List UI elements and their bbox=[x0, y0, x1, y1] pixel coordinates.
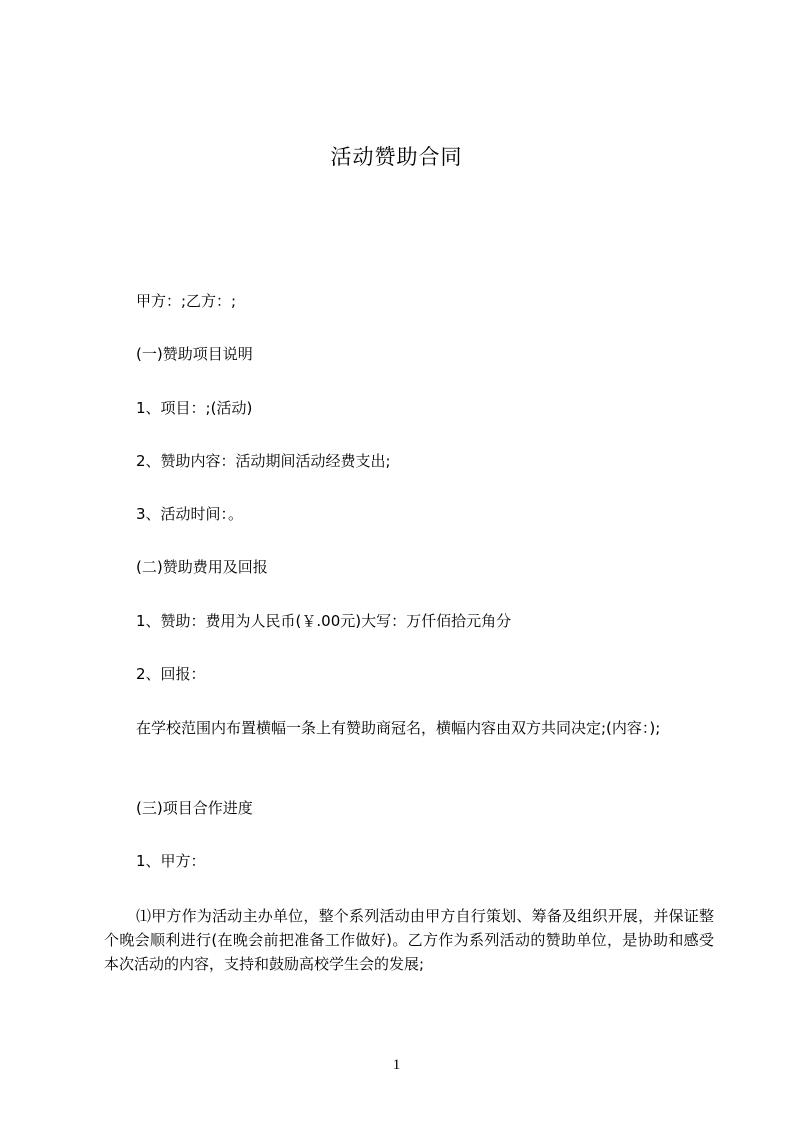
document-title: 活动赞助合同 bbox=[330, 145, 463, 169]
party-a-responsibility-paragraph: ⑴甲方作为活动主办单位，整个系列活动由甲方自行策划、筹备及组织开展，并保证整个晚会顺利进行(在晚会前把准备工作做好)。乙方作为系列活动的赞助单位，是协助和感受本次活动的内容，支持和鼓励高校学生会的发展; bbox=[104, 907, 714, 973]
banner-paragraph: 在学校范围内布置横幅一条上有赞助商冠名，横幅内容由双方共同决定;(内容：); bbox=[136, 719, 661, 737]
activity-time-item: 3、活动时间：。 bbox=[136, 505, 244, 523]
parties-line: 甲方：;乙方：; bbox=[136, 292, 237, 310]
returns-item: 2、回报： bbox=[136, 665, 206, 683]
page-number: 1 bbox=[392, 1057, 401, 1073]
party-a-item: 1、甲方： bbox=[136, 852, 206, 870]
sponsorship-content-item: 2、赞助内容：活动期间活动经费支出; bbox=[136, 452, 391, 470]
section-heading-fees-and-returns: (二)赞助费用及回报 bbox=[136, 558, 268, 576]
section-heading-sponsorship-description: (一)赞助项目说明 bbox=[136, 345, 253, 363]
project-item: 1、项目：;(活动) bbox=[136, 399, 253, 417]
sponsorship-fee-item: 1、赞助：费用为人民币(￥.00元)大写：万仟佰拾元角分 bbox=[136, 612, 512, 630]
section-heading-cooperation-progress: (三)项目合作进度 bbox=[136, 799, 253, 817]
